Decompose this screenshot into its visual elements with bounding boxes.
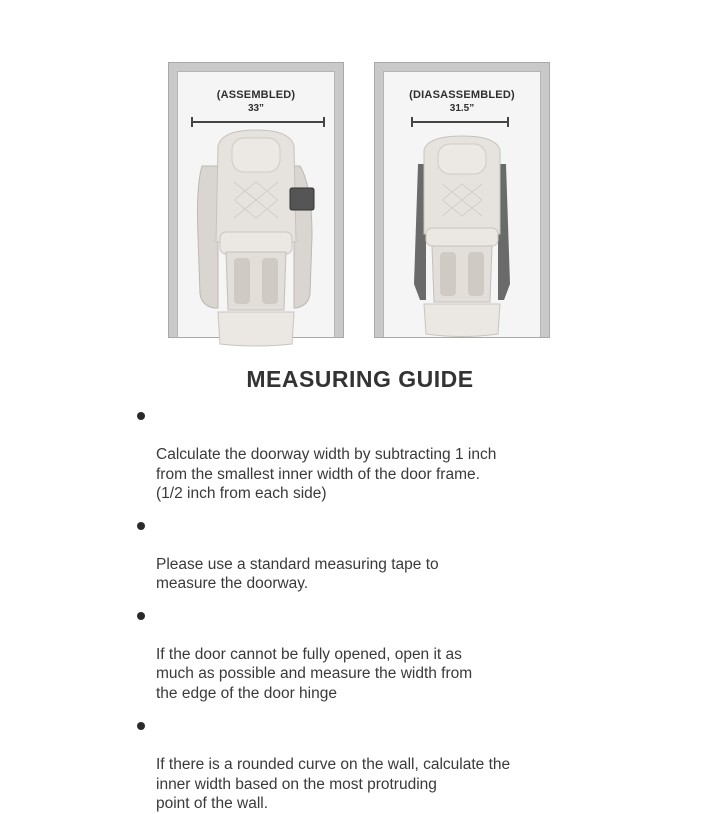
assembled-width-dimension-line: [191, 121, 325, 123]
bullet-icon: [137, 412, 145, 420]
disassembled-width-dimension-line: [411, 121, 509, 123]
bullet-icon: [137, 522, 145, 530]
bullet-icon: [137, 722, 145, 730]
guide-item-text: Calculate the doorway width by subtracting 1 inch from the smallest inner width of the door frame. (1/2 inch from each side): [156, 446, 497, 502]
guide-item: [136, 716, 606, 814]
guide-item-text: If the door cannot be fully opened, open it as much as possible and measure the width from the edge of the door hinge: [156, 645, 473, 702]
disassembled-width: 31.5”: [449, 103, 475, 114]
guide-item-text: If there is a rounded curve on the wall, calculate the inner width based on the most protruding point of the wall.: [156, 756, 511, 812]
assembled-width: 33”: [247, 103, 265, 114]
guide-item: [136, 406, 606, 504]
guide-item: [136, 606, 606, 704]
assembled-label: (ASSEMBLED): [216, 89, 296, 101]
massage-chair-assembled-image: [196, 126, 326, 348]
disassembled-label: (DIASASSEMBLED): [409, 89, 515, 101]
measuring-guide-list: [136, 406, 606, 814]
guide-item-text: Please use a standard measuring tape to measure the doorway.: [156, 555, 439, 592]
measuring-guide-title: MEASURING GUIDE: [246, 366, 474, 392]
guide-item: [136, 516, 606, 594]
massage-chair-disassembled-image: [410, 134, 514, 340]
bullet-icon: [137, 612, 145, 620]
